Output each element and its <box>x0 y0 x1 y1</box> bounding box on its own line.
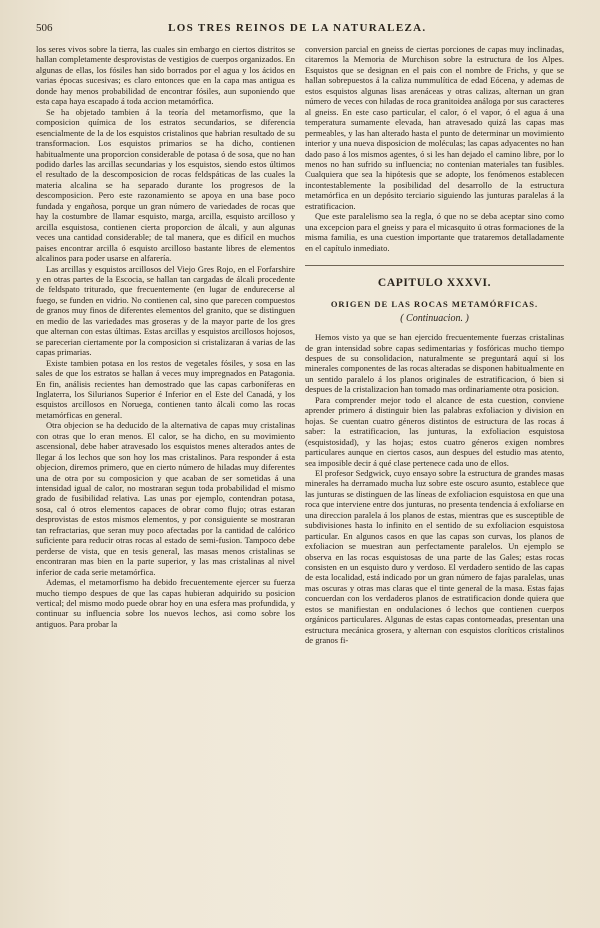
paragraph: Se ha objetado tambien á la teoría del metamorfismo, que la composicion química de los estratos secundarios, se diferencia esencialmente de la de los esquistos cristalinos que habrian resultado de su transformacion. Los esquistos primarios se ha dicho, contienen habitualmente una proporcion considerable de potasa ó de sosa, que no han podido darles las arcillas secundarias y los esquistos, siendo estos últimos el resultado de la descomposicion de rocas feldspáticas de las cuales la materia alcalina se ha separado durante los progresos de la descomposicion. Pero este razonamiento se apoya en una base poco fundada y engañosa, porque un gran número de variedades de rocas que hay la costumbre de llamar esquisto, marga, arcilla, esquisto arcilloso y arcilla esquistosa, contienen cierta proporcion de álcali, y aun algunas veces una cantidad considerable; de tal manera, que es difícil en muchos paises encontrar arcilla ó esquisto arcilloso bastante libres de elementos alcalinos para poder usarse en alfarería. <box>36 106 295 264</box>
running-title: LOS TRES REINOS DE LA NATURALEZA. <box>168 22 427 34</box>
left-column <box>36 44 295 904</box>
chapter-subtitle: ORIGEN DE LAS ROCAS METAMÓRFICAS. <box>330 299 539 310</box>
paragraph: Para comprender mejor todo el alcance de esta cuestion, conviene aprender primero á distinguir bien las palabras exfoliacion y division en hojas. Se cuentan cuatro géneros distintos de estructura de las rocas á saber: la estratificacion, las junturas, la exfoliacion esquistosa (esquistosidad), y las hojas; estos cuatro géneros exigen nombres particulares aunque en ciertos casos, aun despues del estudio mas atento, sea imposible decir á qué clase pertenece cada uno de ellos. <box>305 394 564 468</box>
paragraph: los seres vivos sobre la tierra, las cuales sin embargo en ciertos distritos se hallan completamente desprovistas de vestigios de cuerpos organizados. En algunas de ellas, los fósiles han sido borrados por el agua y los ácidos en varias épocas sucesivas; es claro entonces que en la capa mas antigua es donde hay menos probabilidad de encontrar fósiles, aun suponiendo que esta capa haya escapado á toda accion metamórfica. <box>36 44 295 107</box>
right-column <box>305 44 564 904</box>
page-number: 506 <box>36 22 53 34</box>
paragraph: Existe tambien potasa en los restos de vegetales fósiles, y sosa en las sales de que los estratos se hallan á veces muy impregnados en Patagonia. En fin, análisis recientes han demostrado que las capas carboníferas en Inglaterra, los Silurianos Superior é Inferior en el Este del Canadá, y los esquistos arcillosos en Noruega, contienen tanto álcali como las rocas metamórficas en general. <box>36 357 295 420</box>
text-columns <box>36 44 564 904</box>
paragraph: El profesor Sedgwick, cuyo ensayo sobre la estructura de grandes masas minerales ha derramado mucha luz sobre este oscuro asunto, establece que las junturas se distinguen de las líneas de exfoliacion esquistosa en que una roca que interviene entre dos junturas, no presenta tendencia á exfoliarse en una direccion paralela á los planos de estas, mientras que es susceptible de subdivisiones hasta lo infinito en el sentido de su exfoliacion esquistosa particular. En algunos casos en que las capas son curvas, los planos de exfoliacion se muestran aun perfectamente paralelos. Un ejemplo se observa en las rocas esquistosas de una parte de las Gales; estas rocas consisten en un esquisto duro y verdoso. El verdadero sentido de las capas de esta localidad, está indicado por un gran número de fajas paralelas, unas mas oscuras y otras mas claras que el tinte general de la masa. Estas fajas concuerdan con los verdaderos planos de estratificacion donde quiera que estos se manifiestan en ondulaciones ó lechos que contienen cuerpos orgánicos particulares. Algunas de estas capas contorneadas, presentan una estructura mecánica grosera, y alternan con esquistos cloríticos cristalinos de granos fi- <box>305 467 564 646</box>
paragraph: conversion parcial en gneiss de ciertas porciones de capas muy inclinadas, citaremos la Memoria de Murchison sobre la estructura de los Alpes. Esquistos que se designan en el pais con el nombre de Frichs, y que se hallan sobrepuestos á la caliza nummulítica de edad Eócena, y ademas de estos esquistos algunas lisas arenáceas y otras calizas, alternan un gran número de veces con hiladas de roca granitoidea análoga por sus caracteres al gneiss. En este caso particular, el calor, ó el vapor, ó el agua á una temperatura sumamente elevada, han atravesado quizá las capas mas permeables, y las han alterado hasta el punto de determinar un movimiento interior y una nueva disposicion de moléculas; las capas adyacentes no han dado paso á los mismos agentes, ó si les han dejado el camino libre, por lo menos no han sufrido su influencia; no contenian materiales tan fusibles. Cualquiera que sea la hipótesis que se adopte, los fenómenos establecen incontestablemente la posibilidad del desarrollo de la estructura metamórfica en un depósito terciario siguiendo las junturas paralelas á la estratificacion. <box>305 44 564 211</box>
page-header <box>36 22 564 40</box>
paragraph: Las arcillas y esquistos arcillosos del Viejo Gres Rojo, en el Forfarshire y en otras partes de la Escocia, se hallan tan cargadas de álcali procedente de feldspato triturado, que frecuentemente (en lugar de endurecerse al fuego, se funden en vidrio. No contienen cal, sino que parecen compuestos de granos muy finos de diferentes elementos del granito, que se distinguen en medio de las variedades mas groseras y de la mayor parte de los gres que alternan con estas últimas. Estas arcillas y esquistos arcillosos hojosos, se parecerian ciertamente por la composicion si cristalizaran á varias de las capas primarias. <box>36 263 295 358</box>
paragraph: Que este paralelismo sea la regla, ó que no se deba aceptar sino como una excepcion para el gneiss y para el micasquito ú otras formaciones de la misma familia, es una cuestion importante que trataremos detalladamente en el capítulo inmediato. <box>305 211 564 253</box>
chapter-title: CAPITULO XXXVI. <box>305 265 564 289</box>
paragraph: Ademas, el metamorfismo ha debido frecuentemente ejercer su fuerza mucho tiempo despues de que las capas hubieran adquirido su posicion vertical; del mismo modo puede obrar hoy en una esfera mas profundida, y continuar su influencia sobre los nuevos lechos, asi como sobre los antiguos. Para probar la <box>36 577 295 629</box>
chapter-note: ( Continuacion. ) <box>400 313 469 325</box>
paragraph: Hemos visto ya que se han ejercido frecuentemente fuerzas cristalinas de gran intensidad sobre capas sedimentarias y fosfóricas mucho tiempo despues de su consolidacion, naturalmente se preguntará aquí si los minerales componentes de las rocas alteradas se disponen habitualmente en un sentido paralelo á los planos originales de estratificacion, ó bien si despues de la cristalizacion han tomado mas ordinariamente otra posicion. <box>305 332 564 395</box>
paragraph: Otra objecion se ha deducido de la alternativa de capas muy cristalinas con otras que lo eran menos. El calor, se ha dicho, en su movimiento ascensional, debe haber atravesado los esquistos menes alterados antes de llegar á los lechos que son hoy los mas cristalinos. Para responder á esta objecion, diremos primero, que en cierto número de hiladas muy diferentes una de otra por su composicion y que acaban de ser sometidas á una intensidad igual de calor, no mostraran segun toda probabilidad el mismo grado de fusibilidad relativa. Las unas por ejemplo, contendran potasa, sosa, cal ó otros elementos capaces de obrar como flujo; otras estaran desprovistas de estos mismos elementos, y por consiguiente se mostraran tan refractarias, que seran muy poco afectadas por la cantidad de calórico suficiente para reducir otras rocas al estado de semi-fusion. Tampoco debe perderse de vista, que en tesis general, las masas menos cristalinas se encontraran mas bien en la parte superior, y las mas cristalinas al nivel inferior de cada serie metamórfica. <box>36 420 295 577</box>
